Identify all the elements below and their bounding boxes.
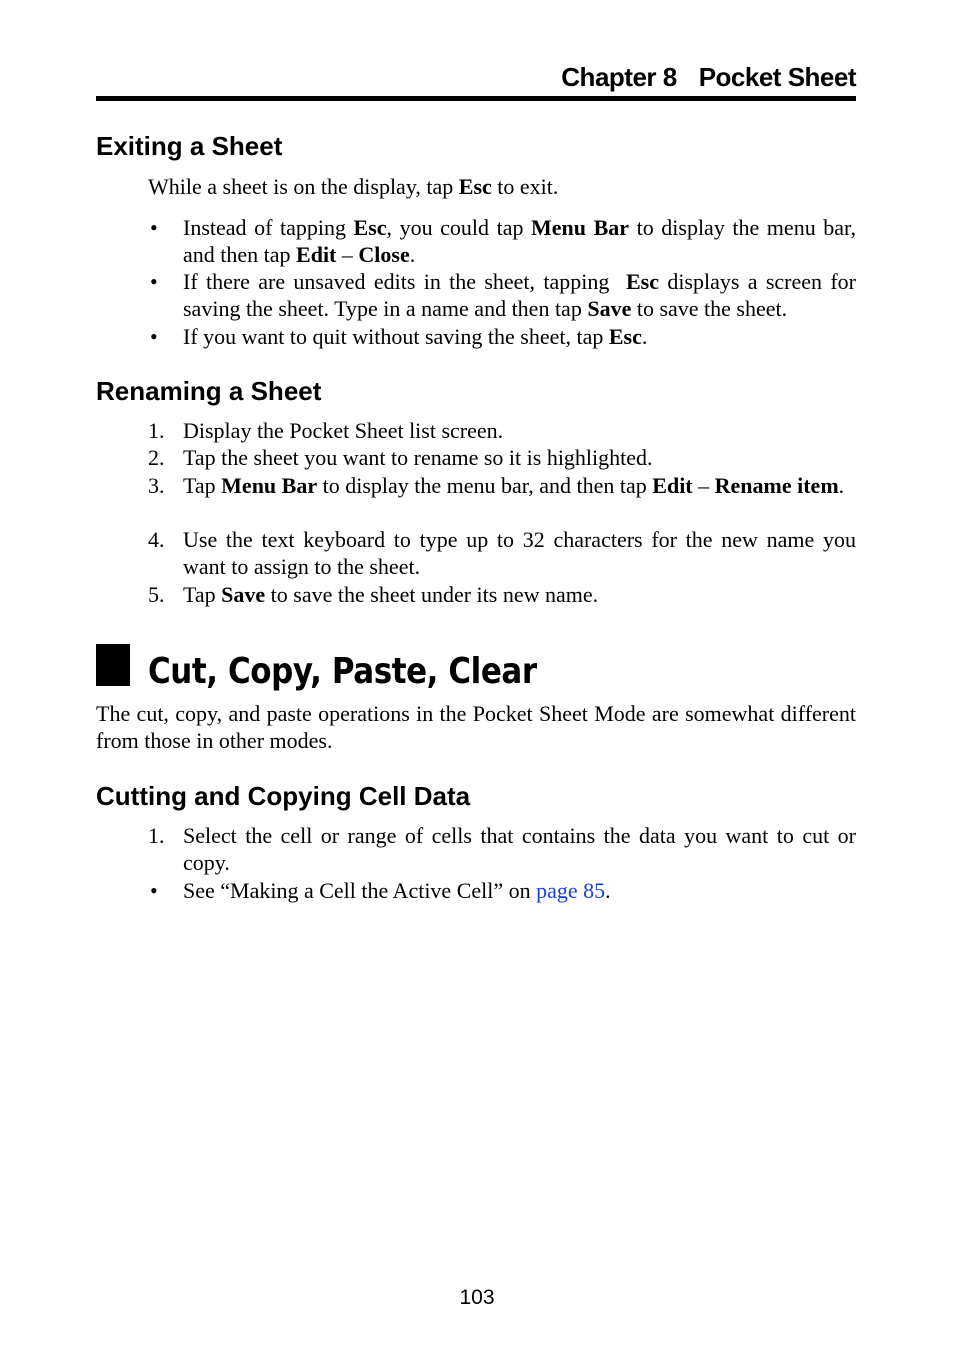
- step-number: 5.: [148, 582, 165, 607]
- page-85-link[interactable]: page 85: [536, 878, 606, 903]
- list-item: [148, 323, 856, 350]
- list-item: [148, 214, 856, 268]
- list-item: [148, 472, 856, 499]
- list-item-text: Tap Save to save the sheet under its new name.: [183, 582, 599, 607]
- bullet-icon: •: [150, 215, 158, 240]
- page-number: 103: [459, 1286, 495, 1309]
- header-rule: [96, 96, 856, 101]
- heading-exiting-a-sheet: Exiting a Sheet: [96, 131, 283, 161]
- list-item-text: Tap Menu Bar to display the menu bar, and then tap Edit – Rename item.: [183, 473, 845, 498]
- list-item-text: If there are unsaved edits in the sheet, tapping Esc displays a screen for saving the sheet. Type in a name and then tap Save to save the sheet.: [183, 269, 856, 321]
- step-number: 3.: [148, 473, 165, 498]
- list-item: [148, 268, 856, 322]
- step-number: 1.: [148, 418, 165, 443]
- chapter-title: Pocket Sheet: [698, 62, 856, 92]
- step-number: 4.: [148, 527, 165, 552]
- heading-renaming-a-sheet: Renaming a Sheet: [96, 376, 322, 406]
- list-item-text: Tap the sheet you want to rename so it is highlighted.: [183, 445, 653, 470]
- list-item: [148, 526, 856, 580]
- exiting-intro: While a sheet is on the display, tap Esc to exit.: [148, 174, 559, 199]
- step-number: 2.: [148, 445, 165, 470]
- list-item-text: Instead of tapping Esc, you could tap Menu Bar to display the menu bar, and then tap Edit – Close.: [183, 215, 856, 267]
- running-head: [96, 58, 856, 96]
- list-item: [148, 877, 856, 904]
- bullet-icon: •: [150, 878, 158, 903]
- list-item-text: See “Making a Cell the Active Cell” on page 85.: [183, 878, 611, 903]
- list-item-text: Display the Pocket Sheet list screen.: [183, 418, 504, 443]
- list-item-text: If you want to quit without saving the sheet, tap Esc.: [183, 324, 648, 349]
- chapter-label: Chapter 8: [561, 62, 677, 92]
- list-item: [148, 581, 856, 608]
- list-item-text: Use the text keyboard to type up to 32 characters for the new name you want to assign to the sheet.: [183, 527, 856, 579]
- list-item: [148, 444, 856, 471]
- list-item: [148, 417, 856, 444]
- heading-cut-copy-paste-clear: Cut, Copy, Paste, Clear: [148, 651, 537, 692]
- list-item-text: Select the cell or range of cells that contains the data you want to cut or copy.: [183, 823, 856, 875]
- bullet-icon: •: [150, 269, 158, 294]
- bullet-icon: •: [150, 324, 158, 349]
- list-item: [148, 822, 856, 876]
- cutcopy-intro: The cut, copy, and paste operations in the Pocket Sheet Mode are somewhat different from those in other modes.: [96, 701, 856, 753]
- heading-cutting-and-copying: Cutting and Copying Cell Data: [96, 781, 471, 811]
- section-marker-block: [96, 644, 130, 686]
- step-number: 1.: [148, 823, 165, 848]
